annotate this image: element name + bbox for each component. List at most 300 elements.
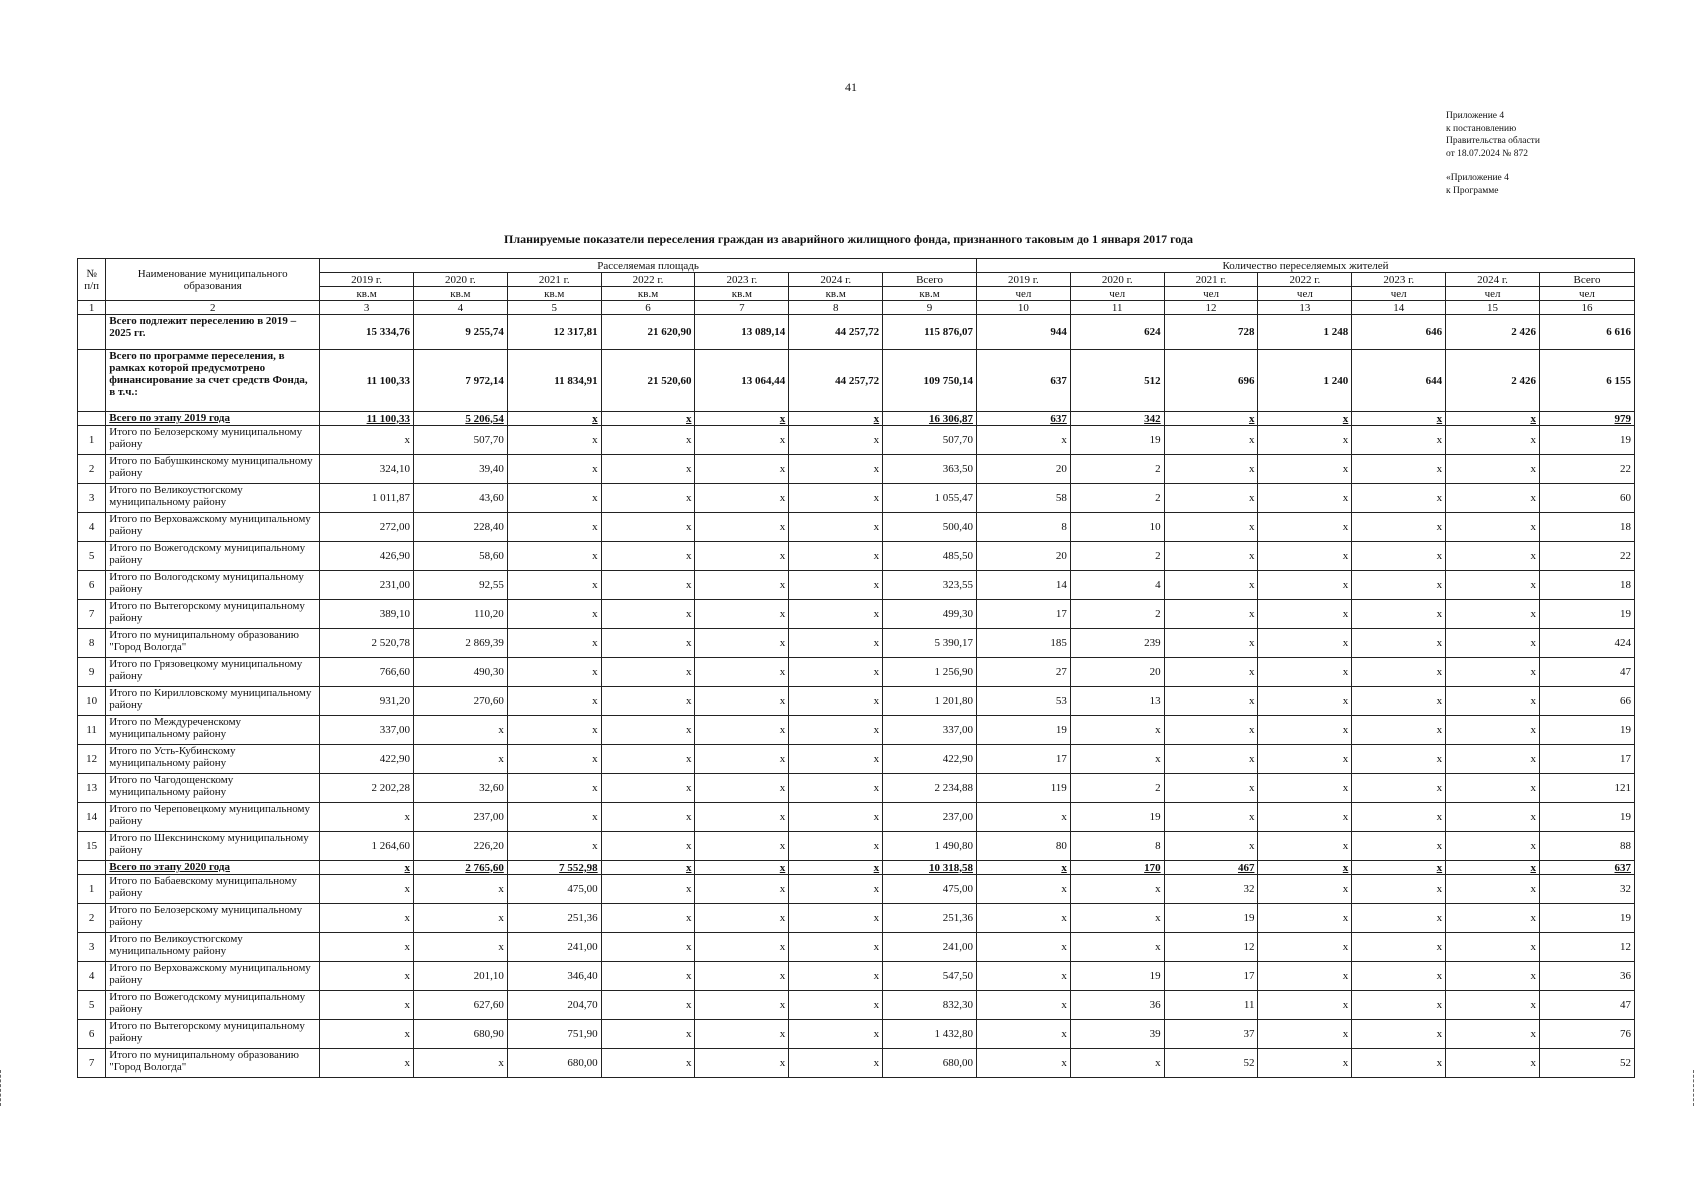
- header-area-group: Расселяемая площадь: [320, 259, 977, 273]
- value-cell: x: [1258, 875, 1352, 904]
- municipality-name: Итого по Череповецкому муниципальному району: [106, 803, 320, 832]
- value-cell: x: [695, 412, 789, 426]
- value-cell: x: [601, 629, 695, 658]
- value-cell: x: [1352, 803, 1446, 832]
- municipality-name: Итого по Усть-Кубинскому муниципальному району: [106, 745, 320, 774]
- value-cell: x: [1164, 571, 1258, 600]
- value-cell: x: [695, 962, 789, 991]
- value-cell: x: [695, 803, 789, 832]
- value-cell: 512: [1070, 350, 1164, 412]
- value-cell: 226,20: [413, 832, 507, 861]
- value-cell: 17: [1539, 745, 1634, 774]
- value-cell: x: [789, 542, 883, 571]
- value-cell: x: [789, 904, 883, 933]
- value-cell: x: [413, 716, 507, 745]
- value-cell: 19: [1539, 716, 1634, 745]
- municipality-name: Итого по Вытегорскому муниципальному району: [106, 600, 320, 629]
- value-cell: 11 100,33: [320, 412, 414, 426]
- header-year: 2020 г.: [1070, 273, 1164, 287]
- value-cell: 13 089,14: [695, 315, 789, 350]
- value-cell: 766,60: [320, 658, 414, 687]
- value-cell: 121: [1539, 774, 1634, 803]
- page-number: 41: [845, 80, 857, 94]
- value-cell: 58: [976, 484, 1070, 513]
- value-cell: x: [507, 687, 601, 716]
- value-cell: x: [601, 455, 695, 484]
- municipality-name: Итого по Вожегодскому муниципальному району: [106, 542, 320, 571]
- value-cell: x: [1258, 542, 1352, 571]
- value-cell: 624: [1070, 315, 1164, 350]
- value-cell: 500,40: [883, 513, 977, 542]
- value-cell: 10 318,58: [883, 861, 977, 875]
- value-cell: x: [1446, 875, 1540, 904]
- value-cell: 1 248: [1258, 315, 1352, 350]
- value-cell: x: [789, 716, 883, 745]
- row-number: 13: [78, 774, 106, 803]
- value-cell: x: [695, 484, 789, 513]
- value-cell: 109 750,14: [883, 350, 977, 412]
- row-number: 3: [78, 933, 106, 962]
- value-cell: x: [976, 1049, 1070, 1078]
- value-cell: 389,10: [320, 600, 414, 629]
- value-cell: x: [320, 1049, 414, 1078]
- value-cell: x: [1352, 962, 1446, 991]
- value-cell: x: [601, 933, 695, 962]
- value-cell: x: [976, 426, 1070, 455]
- value-cell: x: [976, 1020, 1070, 1049]
- value-cell: x: [1258, 716, 1352, 745]
- value-cell: x: [1164, 600, 1258, 629]
- municipality-name: Итого по муниципальному образованию "Город Вологда": [106, 1049, 320, 1078]
- value-cell: x: [1446, 600, 1540, 629]
- value-cell: 2: [1070, 600, 1164, 629]
- header-unit: чел: [1258, 287, 1352, 301]
- row-number: 1: [78, 875, 106, 904]
- value-cell: 7 972,14: [413, 350, 507, 412]
- table-row: [78, 991, 1635, 1020]
- value-cell: 2: [1070, 455, 1164, 484]
- table-row: [78, 933, 1635, 962]
- value-cell: x: [1164, 687, 1258, 716]
- municipality-name: Итого по Белозерскому муниципальному району: [106, 426, 320, 455]
- value-cell: x: [1164, 455, 1258, 484]
- value-cell: 39,40: [413, 455, 507, 484]
- row-number: 14: [78, 803, 106, 832]
- header-unit: чел: [976, 287, 1070, 301]
- value-cell: 9 255,74: [413, 315, 507, 350]
- resettlement-table: [77, 258, 1635, 1078]
- row-number: 7: [78, 600, 106, 629]
- value-cell: 728: [1164, 315, 1258, 350]
- value-cell: x: [1352, 716, 1446, 745]
- value-cell: 21 620,90: [601, 315, 695, 350]
- value-cell: x: [320, 991, 414, 1020]
- table-row: [78, 774, 1635, 803]
- value-cell: 485,50: [883, 542, 977, 571]
- value-cell: 324,10: [320, 455, 414, 484]
- value-cell: x: [1164, 716, 1258, 745]
- appendix-line: к Программе: [1446, 185, 1499, 196]
- header-year: 2024 г.: [1446, 273, 1540, 287]
- value-cell: x: [1258, 803, 1352, 832]
- value-cell: 8: [1070, 832, 1164, 861]
- value-cell: 14: [976, 571, 1070, 600]
- value-cell: 251,36: [883, 904, 977, 933]
- value-cell: x: [1258, 861, 1352, 875]
- value-cell: 13 064,44: [695, 350, 789, 412]
- value-cell: 185: [976, 629, 1070, 658]
- value-cell: x: [695, 875, 789, 904]
- row-number: [78, 350, 106, 412]
- value-cell: 237,00: [883, 803, 977, 832]
- value-cell: 832,30: [883, 991, 977, 1020]
- value-cell: 944: [976, 315, 1070, 350]
- value-cell: 52: [1539, 1049, 1634, 1078]
- value-cell: 1 201,80: [883, 687, 977, 716]
- appendix-note: [1446, 110, 1540, 197]
- value-cell: x: [789, 1020, 883, 1049]
- value-cell: 22: [1539, 542, 1634, 571]
- table-row: [78, 629, 1635, 658]
- value-cell: 2: [1070, 542, 1164, 571]
- value-cell: x: [507, 716, 601, 745]
- value-cell: x: [695, 600, 789, 629]
- value-cell: 11 834,91: [507, 350, 601, 412]
- value-cell: x: [601, 513, 695, 542]
- value-cell: x: [789, 962, 883, 991]
- value-cell: 92,55: [413, 571, 507, 600]
- header-col-number: 15: [1446, 301, 1540, 315]
- value-cell: 637: [1539, 861, 1634, 875]
- value-cell: 490,30: [413, 658, 507, 687]
- value-cell: x: [320, 875, 414, 904]
- value-cell: 204,70: [507, 991, 601, 1020]
- value-cell: x: [1352, 600, 1446, 629]
- header-col-number: 1: [78, 301, 106, 315]
- value-cell: x: [1258, 629, 1352, 658]
- value-cell: x: [695, 687, 789, 716]
- table-row: [78, 455, 1635, 484]
- value-cell: x: [413, 933, 507, 962]
- value-cell: 22: [1539, 455, 1634, 484]
- value-cell: 680,00: [883, 1049, 977, 1078]
- row-number: 12: [78, 745, 106, 774]
- value-cell: x: [1164, 542, 1258, 571]
- value-cell: 426,90: [320, 542, 414, 571]
- table-row: [78, 687, 1635, 716]
- value-cell: x: [695, 571, 789, 600]
- document-title: Планируемые показатели переселения граждан из аварийного жилищного фонда, признанного таковым до 1 января 2017 года: [504, 232, 1193, 246]
- value-cell: x: [695, 904, 789, 933]
- value-cell: x: [601, 484, 695, 513]
- value-cell: x: [695, 832, 789, 861]
- value-cell: x: [1446, 455, 1540, 484]
- value-cell: 17: [976, 600, 1070, 629]
- value-cell: 37: [1164, 1020, 1258, 1049]
- row-number: 2: [78, 904, 106, 933]
- value-cell: 680,90: [413, 1020, 507, 1049]
- value-cell: x: [601, 412, 695, 426]
- value-cell: x: [789, 629, 883, 658]
- value-cell: x: [1258, 600, 1352, 629]
- value-cell: 1 432,80: [883, 1020, 977, 1049]
- header-col-number: 10: [976, 301, 1070, 315]
- header-unit: чел: [1352, 287, 1446, 301]
- header-year: 2023 г.: [695, 273, 789, 287]
- value-cell: 931,20: [320, 687, 414, 716]
- table-row: [78, 542, 1635, 571]
- value-cell: 2: [1070, 774, 1164, 803]
- value-cell: x: [601, 861, 695, 875]
- value-cell: x: [507, 629, 601, 658]
- value-cell: x: [695, 658, 789, 687]
- value-cell: x: [789, 832, 883, 861]
- header-unit: чел: [1539, 287, 1634, 301]
- value-cell: x: [1258, 1049, 1352, 1078]
- value-cell: 43,60: [413, 484, 507, 513]
- value-cell: 21 520,60: [601, 350, 695, 412]
- value-cell: x: [1258, 745, 1352, 774]
- value-cell: 39: [1070, 1020, 1164, 1049]
- value-cell: x: [507, 745, 601, 774]
- value-cell: x: [1446, 426, 1540, 455]
- header-unit: чел: [1164, 287, 1258, 301]
- value-cell: x: [601, 803, 695, 832]
- value-cell: x: [1258, 484, 1352, 513]
- header-unit: чел: [1070, 287, 1164, 301]
- value-cell: 20: [976, 455, 1070, 484]
- header-unit: кв.м: [695, 287, 789, 301]
- value-cell: x: [789, 426, 883, 455]
- value-cell: x: [789, 933, 883, 962]
- table-row: [78, 426, 1635, 455]
- header-year: 2024 г.: [789, 273, 883, 287]
- value-cell: x: [789, 991, 883, 1020]
- value-cell: x: [1164, 629, 1258, 658]
- value-cell: 19: [1070, 426, 1164, 455]
- value-cell: 16 306,87: [883, 412, 977, 426]
- value-cell: x: [507, 426, 601, 455]
- value-cell: 115 876,07: [883, 315, 977, 350]
- value-cell: 751,90: [507, 1020, 601, 1049]
- value-cell: x: [507, 513, 601, 542]
- row-number: 5: [78, 991, 106, 1020]
- header-year: Всего: [883, 273, 977, 287]
- value-cell: x: [1352, 774, 1446, 803]
- table-row: [78, 803, 1635, 832]
- value-cell: x: [976, 803, 1070, 832]
- value-cell: x: [507, 658, 601, 687]
- value-cell: 12: [1164, 933, 1258, 962]
- value-cell: 60: [1539, 484, 1634, 513]
- stage-total-row: [78, 861, 1635, 875]
- value-cell: x: [507, 542, 601, 571]
- row-number: 9: [78, 658, 106, 687]
- value-cell: x: [1258, 426, 1352, 455]
- header-unit: кв.м: [507, 287, 601, 301]
- value-cell: x: [1352, 1020, 1446, 1049]
- value-cell: x: [1164, 745, 1258, 774]
- value-cell: x: [976, 933, 1070, 962]
- value-cell: 44 257,72: [789, 350, 883, 412]
- value-cell: x: [789, 803, 883, 832]
- value-cell: 241,00: [883, 933, 977, 962]
- row-number: 7: [78, 1049, 106, 1078]
- value-cell: 507,70: [413, 426, 507, 455]
- value-cell: x: [320, 1020, 414, 1049]
- value-cell: x: [976, 875, 1070, 904]
- header-unit: кв.м: [601, 287, 695, 301]
- header-col-number: 14: [1352, 301, 1446, 315]
- value-cell: x: [413, 875, 507, 904]
- value-cell: x: [1352, 875, 1446, 904]
- value-cell: x: [1258, 962, 1352, 991]
- value-cell: x: [1258, 774, 1352, 803]
- value-cell: x: [976, 861, 1070, 875]
- value-cell: 696: [1164, 350, 1258, 412]
- row-number: 4: [78, 962, 106, 991]
- value-cell: x: [1446, 991, 1540, 1020]
- value-cell: x: [601, 832, 695, 861]
- value-cell: x: [695, 542, 789, 571]
- value-cell: x: [1352, 745, 1446, 774]
- value-cell: 2 426: [1446, 315, 1540, 350]
- value-cell: x: [320, 962, 414, 991]
- value-cell: x: [1258, 904, 1352, 933]
- value-cell: x: [1258, 1020, 1352, 1049]
- value-cell: 2: [1070, 484, 1164, 513]
- row-number: 1: [78, 426, 106, 455]
- header-col-number: 2: [106, 301, 320, 315]
- value-cell: 323,55: [883, 571, 977, 600]
- value-cell: 1 055,47: [883, 484, 977, 513]
- value-cell: x: [695, 774, 789, 803]
- value-cell: 2 234,88: [883, 774, 977, 803]
- row-number: 10: [78, 687, 106, 716]
- value-cell: 12: [1539, 933, 1634, 962]
- municipality-name: Итого по Вологодскому муниципальному району: [106, 571, 320, 600]
- row-number: 3: [78, 484, 106, 513]
- value-cell: x: [789, 658, 883, 687]
- value-cell: x: [1352, 904, 1446, 933]
- value-cell: x: [789, 513, 883, 542]
- value-cell: 27: [976, 658, 1070, 687]
- value-cell: x: [413, 745, 507, 774]
- municipality-name: Итого по Кирилловскому муниципальному району: [106, 687, 320, 716]
- value-cell: x: [976, 904, 1070, 933]
- value-cell: 2 869,39: [413, 629, 507, 658]
- table-row: [78, 716, 1635, 745]
- municipality-name: Итого по Вожегодскому муниципальному району: [106, 991, 320, 1020]
- value-cell: x: [695, 629, 789, 658]
- municipality-name: Всего подлежит переселению в 2019 – 2025 гг.: [106, 315, 320, 350]
- margin-mark: [0, 1070, 4, 1106]
- value-cell: x: [1352, 571, 1446, 600]
- value-cell: 18: [1539, 513, 1634, 542]
- value-cell: 228,40: [413, 513, 507, 542]
- value-cell: 19: [1539, 426, 1634, 455]
- appendix-line: к постановлению: [1446, 123, 1517, 134]
- value-cell: x: [601, 962, 695, 991]
- value-cell: 547,50: [883, 962, 977, 991]
- value-cell: x: [789, 455, 883, 484]
- value-cell: x: [413, 904, 507, 933]
- value-cell: 170: [1070, 861, 1164, 875]
- value-cell: x: [695, 513, 789, 542]
- header-unit: кв.м: [883, 287, 977, 301]
- header-year: 2022 г.: [1258, 273, 1352, 287]
- value-cell: 19: [1539, 600, 1634, 629]
- value-cell: 12 317,81: [507, 315, 601, 350]
- value-cell: x: [1446, 745, 1540, 774]
- value-cell: 44 257,72: [789, 315, 883, 350]
- value-cell: x: [695, 745, 789, 774]
- row-number: 4: [78, 513, 106, 542]
- value-cell: 507,70: [883, 426, 977, 455]
- appendix-line: Правительства области: [1446, 136, 1540, 146]
- value-cell: x: [1446, 716, 1540, 745]
- value-cell: x: [695, 716, 789, 745]
- value-cell: x: [695, 991, 789, 1020]
- value-cell: x: [1258, 571, 1352, 600]
- value-cell: 272,00: [320, 513, 414, 542]
- header-unit: кв.м: [413, 287, 507, 301]
- value-cell: 19: [1539, 904, 1634, 933]
- value-cell: x: [601, 426, 695, 455]
- value-cell: 475,00: [507, 875, 601, 904]
- value-cell: x: [695, 861, 789, 875]
- appendix-line: от 18.07.2024 № 872: [1446, 148, 1528, 159]
- value-cell: 19: [1070, 803, 1164, 832]
- value-cell: 10: [1070, 513, 1164, 542]
- value-cell: x: [1258, 687, 1352, 716]
- value-cell: 337,00: [320, 716, 414, 745]
- row-number: 8: [78, 629, 106, 658]
- value-cell: 19: [1539, 803, 1634, 832]
- value-cell: 239: [1070, 629, 1164, 658]
- header-col-number: 11: [1070, 301, 1164, 315]
- municipality-name: Итого по Междуреченскому муниципальному району: [106, 716, 320, 745]
- row-number: 5: [78, 542, 106, 571]
- value-cell: 32: [1164, 875, 1258, 904]
- value-cell: x: [1446, 484, 1540, 513]
- value-cell: 52: [1164, 1049, 1258, 1078]
- table-row: [78, 1049, 1635, 1078]
- value-cell: 19: [1070, 962, 1164, 991]
- value-cell: 4: [1070, 571, 1164, 600]
- value-cell: x: [695, 455, 789, 484]
- header-col-number: 13: [1258, 301, 1352, 315]
- municipality-name: Итого по Шекснинскому муниципальному району: [106, 832, 320, 861]
- municipality-name: Итого по Чагодощенскому муниципальному району: [106, 774, 320, 803]
- value-cell: 241,00: [507, 933, 601, 962]
- header-col-number: 5: [507, 301, 601, 315]
- header-year: Всего: [1539, 273, 1634, 287]
- table-row: [78, 962, 1635, 991]
- value-cell: x: [601, 658, 695, 687]
- row-number: 6: [78, 571, 106, 600]
- value-cell: x: [1352, 933, 1446, 962]
- value-cell: 19: [1164, 904, 1258, 933]
- value-cell: 1 011,87: [320, 484, 414, 513]
- value-cell: x: [1070, 1049, 1164, 1078]
- table-row: [78, 832, 1635, 861]
- value-cell: x: [1070, 875, 1164, 904]
- municipality-name: Итого по Грязовецкому муниципальному району: [106, 658, 320, 687]
- value-cell: x: [507, 412, 601, 426]
- value-cell: x: [1352, 861, 1446, 875]
- value-cell: x: [1070, 904, 1164, 933]
